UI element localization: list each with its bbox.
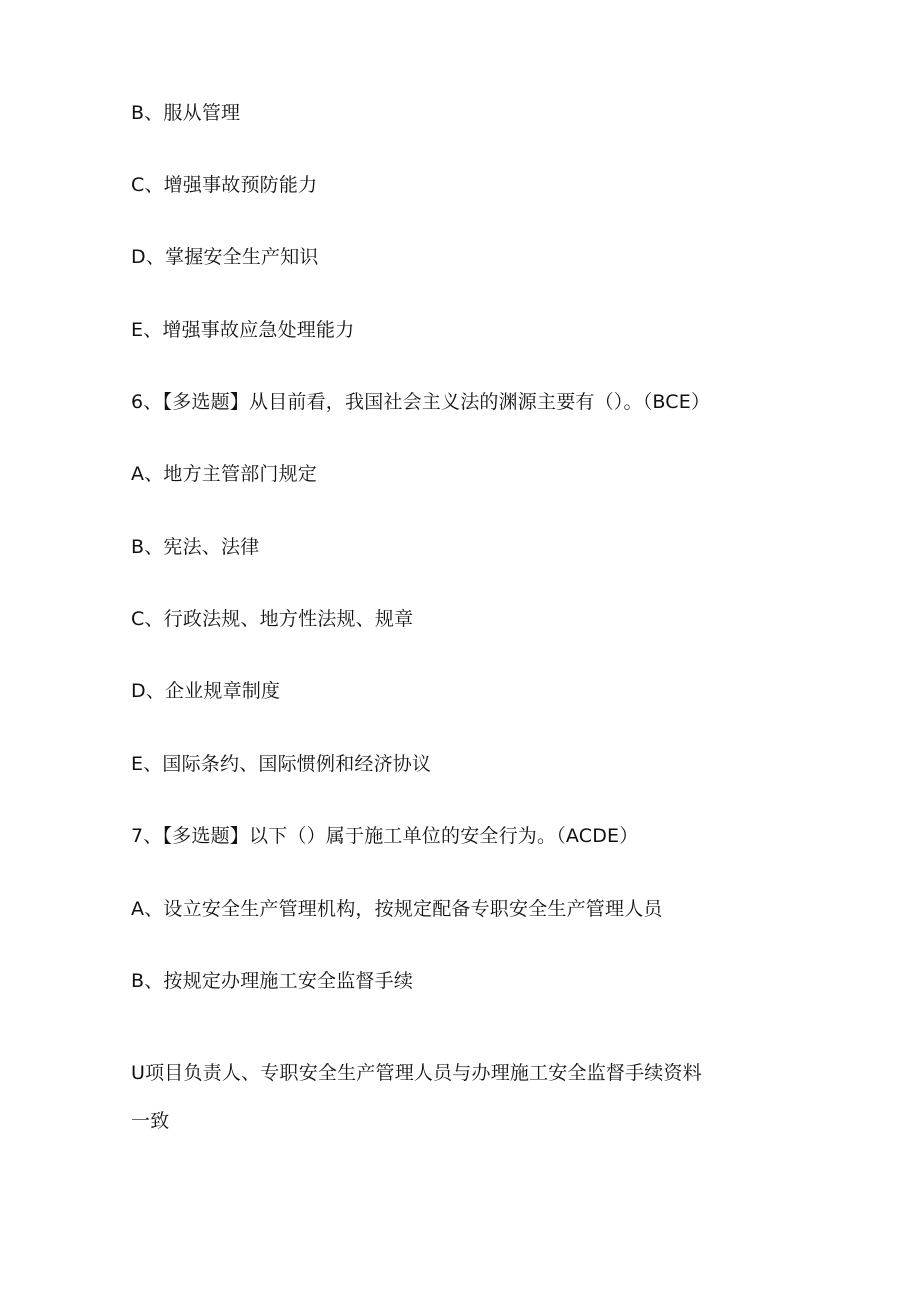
option-d-line: D、掌握安全生产知识 [131, 246, 319, 268]
option-c-line: C、增强事故预防能力 [131, 174, 318, 196]
q6-option-e: E、国际条约、国际惯例和经济协议 [131, 753, 432, 775]
q7-option-c-continued: 一致 [131, 1110, 170, 1132]
q6-option-b: B、宪法、法律 [131, 536, 260, 558]
q7-option-a: A、设立安全生产管理机构，按规定配备专职安全生产管理人员 [131, 898, 663, 920]
option-e-line: E、增强事故应急处理能力 [131, 319, 355, 341]
q6-option-a: A、地方主管部门规定 [131, 463, 317, 485]
option-b-line: B、服从管理 [131, 102, 241, 124]
question-6: 6、【多选题】从目前看，我国社会主义法的渊源主要有（）。（BCE） [131, 391, 711, 413]
q7-option-c: U项目负责人、专职安全生产管理人员与办理施工安全监督手续资料 [131, 1062, 702, 1084]
question-7: 7、【多选题】以下（）属于施工单位的安全行为。（ACDE） [131, 825, 639, 847]
q6-option-d: D、企业规章制度 [131, 680, 281, 702]
q7-option-b: B、按规定办理施工安全监督手续 [131, 970, 414, 992]
q6-option-c: C、行政法规、地方性法规、规章 [131, 608, 414, 630]
